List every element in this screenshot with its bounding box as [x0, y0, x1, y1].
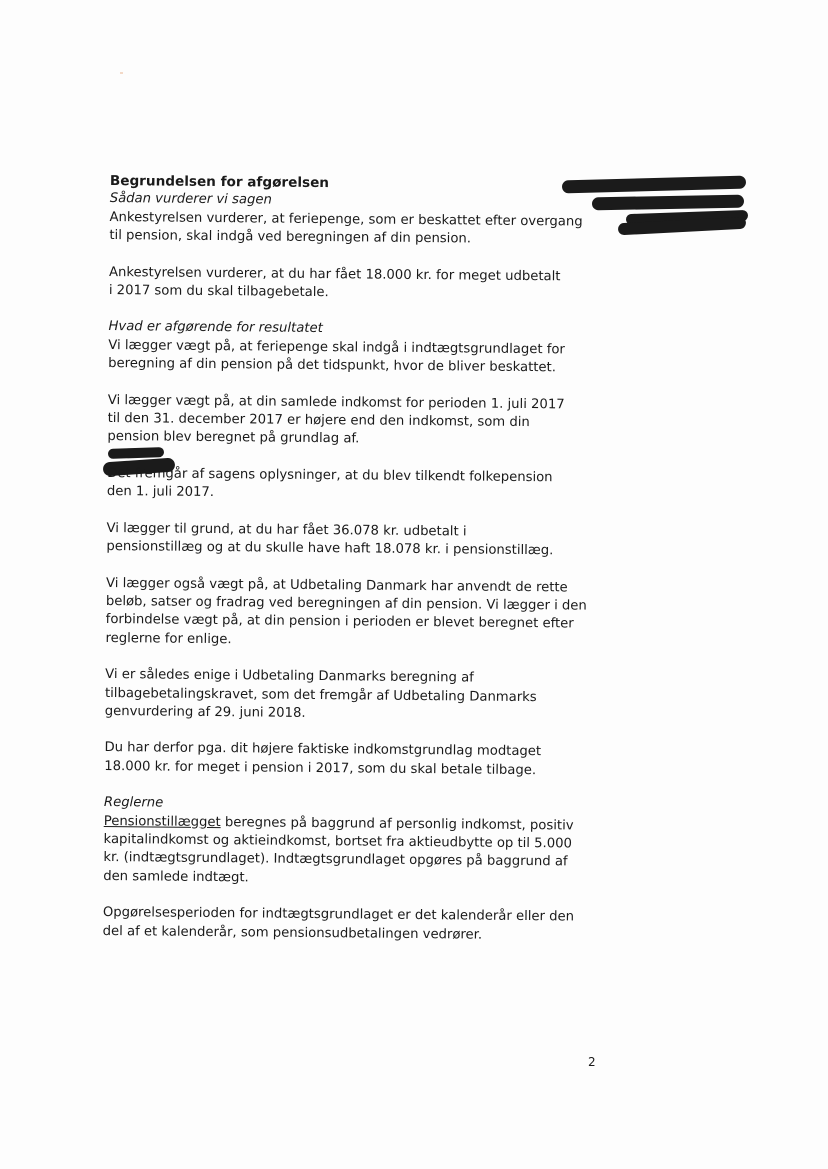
paragraph-7: [105, 574, 596, 652]
text-line: den samlede indtægt.: [103, 868, 249, 886]
text-line: beløb, satser og fradrag ved beregningen af din pension. Vi lægger i den: [105, 593, 587, 614]
text-line: den 1. juli 2017.: [106, 484, 215, 501]
paragraph-11: [103, 904, 593, 946]
text-line: Du har derfor pga. dit højere faktiske indkomstgrundlag modtaget: [104, 740, 542, 760]
scan-speck: [120, 72, 123, 74]
text-line: forbindelse vægt på, at din pension i perioden er blevet beregnet efter: [105, 612, 574, 632]
text-line: Ankestyrelsen vurderer, at du har fået 18.000 kr. for meget udbetalt: [108, 264, 561, 284]
paragraph-5: [107, 465, 597, 507]
subheading-rules: Reglerne: [103, 795, 164, 811]
text-line: pensionstillæg og at du skulle have haft 18.078 kr. i pensionstillæg.: [106, 539, 554, 559]
pensionstillaegget-link[interactable]: Pensionstillægget: [103, 813, 221, 830]
text-line: 18.000 kr. for meget i pension i 2017, som du skal betale tilbage.: [104, 758, 537, 778]
text-line: Vi lægger vægt på, at din samlede indkomst for perioden 1. juli 2017: [107, 392, 565, 413]
text-line: Vi lægger også vægt på, at Udbetaling Danmark har anvendt de rette: [105, 575, 568, 595]
text-line: reglerne for enlige.: [105, 630, 232, 647]
subheading-decisive: Hvad er afgørende for resultatet: [108, 319, 323, 337]
paragraph-4: [107, 392, 598, 452]
text-line: i 2017 som du skal tilbagebetale.: [108, 283, 329, 301]
paragraph-2: [109, 264, 599, 306]
section-heading: Begrundelsen for afgørelsen: [109, 172, 330, 192]
redaction-mark: [592, 195, 744, 211]
text-line: Vi lægger til grund, at du har fået 36.078 kr. udbetalt i: [106, 520, 467, 540]
text-line: kapitalindkomst og aktieindkomst, bortset fra aktieudbytte op til 5.000: [103, 831, 573, 852]
paragraph-8: [105, 666, 596, 726]
text-line: Vi er således enige i Udbetaling Danmarks beregning af: [105, 667, 474, 686]
text-line: kr. (indtægtsgrundlaget). Indtægtsgrundlaget opgøres på baggrund af: [103, 850, 568, 870]
text-line: til den 31. december 2017 er højere end den indkomst, som din: [107, 411, 530, 431]
paragraph-6: [106, 520, 596, 562]
page-number: 2: [588, 1055, 596, 1069]
text-line: pension blev beregnet på grundlag af.: [107, 429, 360, 447]
text-line: Ankestyrelsen vurderer, at feriepenge, som er beskattet efter overgang: [109, 209, 583, 230]
text-line: beregning af din pension på det tidspunkt, hvor de bliver beskattet.: [108, 356, 557, 376]
text-line: Det fremgår af sagens oplysninger, at du blev tilkendt folkepension: [107, 465, 553, 486]
text-line: genvurdering af 29. juni 2018.: [104, 703, 306, 721]
subheading-assessment: Sådan vurderer vi sagen: [109, 191, 272, 208]
paragraph-3: [108, 337, 598, 379]
text-line: Opgørelsesperioden for indtægtsgrundlaget er det kalenderår eller den: [102, 905, 575, 925]
text-fragment: beregnes på baggrund af personlig indkomst, positiv: [220, 814, 574, 834]
paragraph-10: [103, 813, 594, 891]
text-line: Vi lægger vægt på, at feriepenge skal indgå i indtægtsgrundlaget for: [108, 337, 565, 358]
paragraph-9: [104, 739, 594, 781]
decision-text: [103, 172, 600, 946]
text-line: del af et kalenderår, som pensionsudbetalingen vedrører.: [102, 923, 483, 943]
text-line: til pension, skal indgå ved beregningen af din pension.: [109, 228, 472, 247]
text-line: tilbagebetalingskravet, som det fremgår af Udbetaling Danmarks: [104, 685, 537, 705]
paragraph-1: [109, 209, 599, 251]
